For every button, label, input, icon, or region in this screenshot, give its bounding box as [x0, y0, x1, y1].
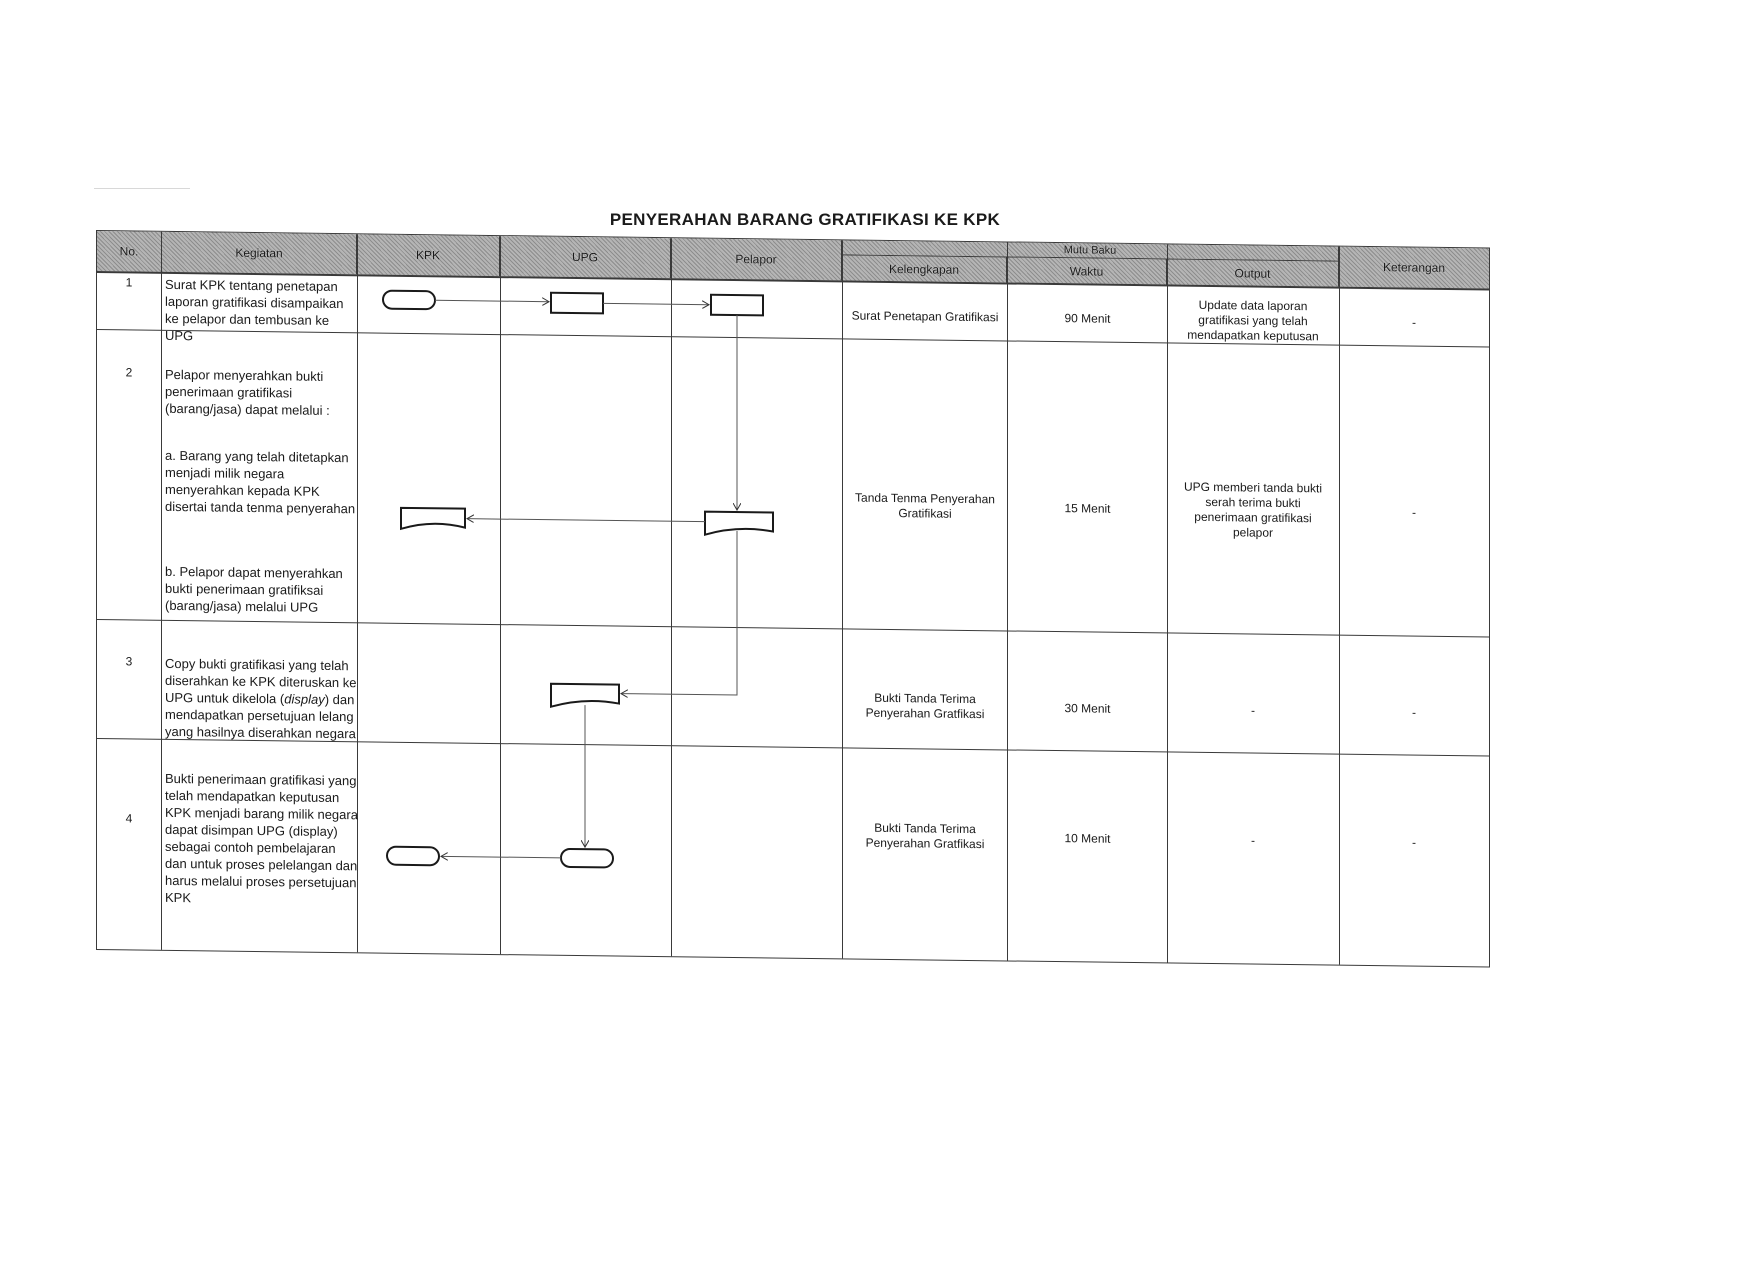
row-number: 2 [125, 365, 133, 380]
flowchart-overlay [97, 231, 1491, 969]
r3-upg-document-shape [551, 684, 619, 708]
output-cell: - [1251, 833, 1255, 848]
scan-artifact-line [94, 188, 190, 189]
sop-flow-table [96, 230, 1490, 968]
activity-text-part: ) dan mendapatkan persetujuan lelang yang hasilnya diserahkan negara [165, 691, 356, 742]
r1-kpk-start-terminator [383, 291, 435, 310]
row-number: 4 [125, 811, 133, 826]
header-output: Output [1167, 258, 1339, 286]
header-kpk: KPK [357, 234, 500, 276]
header-kegiatan: Kegiatan [162, 232, 357, 274]
keterangan-cell: - [1412, 505, 1416, 520]
flow-arrow [467, 519, 705, 522]
waktu-cell: 15 Menit [1064, 500, 1111, 516]
header-keterangan: Keterangan [1339, 247, 1489, 289]
header-upg: UPG [500, 236, 671, 278]
keterangan-cell: - [1412, 705, 1416, 720]
row-number: 1 [125, 275, 133, 290]
header-mutu-baku: Mutu Baku [842, 240, 1339, 260]
r2-kpk-document-shape [401, 508, 465, 530]
r4-kpk-end-terminator [387, 847, 439, 866]
flow-arrow [435, 300, 549, 301]
r4-upg-terminator [561, 849, 613, 868]
activity-text: Pelapor menyerahkan bukti penerimaan gratifikasi (barang/jasa) dapat melalui : [165, 366, 330, 418]
row-number: 3 [125, 654, 133, 669]
keterangan-cell: - [1412, 315, 1416, 330]
activity-text: Surat KPK tentang penetapan laporan gratifikasi disampaikan ke pelapor dan tembusan ke UPG [165, 276, 344, 344]
header-no: No. [97, 231, 162, 272]
flow-arrow [441, 856, 561, 858]
header-pelapor: Pelapor [671, 238, 842, 280]
header-waktu: Waktu [1007, 256, 1167, 284]
waktu-cell: 90 Menit [1064, 310, 1111, 326]
document-title: PENYERAHAN BARANG GRATIFIKASI KE KPK [609, 210, 1001, 229]
r2-pelapor-document-shape [705, 512, 773, 536]
activity-text: Bukti penerimaan gratifikasi yang telah mendapatkan keputusan KPK menjadi barang milik negara dapat disimpan UPG (display) sebagai contoh pembelajaran dan untuk proses pelelangan dan harus melalui proses persetujuan KPK [165, 770, 358, 906]
output-cell: - [1251, 703, 1255, 718]
kelengkapan-cell: Bukti Tanda Terima Penyerahan Gratfikasi [865, 820, 985, 852]
output-cell: Update data laporan gratifikasi yang telah mendapatkan keputusan [1187, 297, 1319, 343]
output-cell: UPG memberi tanda bukti serah terima bukti penerimaan gratifikasi pelapor [1183, 479, 1323, 540]
kelengkapan-cell: Tanda Tenma Penyerahan Gratifikasi [855, 490, 995, 521]
r1-pelapor-process-box [711, 295, 763, 316]
r1-upg-process-box [551, 293, 603, 314]
flow-arrow [603, 303, 709, 304]
activity-option-a: a. Barang yang telah ditetapkan menjadi milik negara menyerahkan kepada KPK disertai tanda tenma penyerahan [165, 447, 356, 517]
activity-text-part: Copy bukti gratifikasi yang telah diserahkan ke KPK diteruskan ke UPG untuk dikelola ( [165, 655, 357, 707]
waktu-cell: 30 Menit [1064, 700, 1111, 716]
header-kelengkapan: Kelengkapan [842, 254, 1007, 282]
waktu-cell: 10 Menit [1064, 830, 1111, 846]
flow-arrow [621, 530, 737, 695]
keterangan-cell: - [1412, 835, 1416, 850]
activity-option-b: b. Pelapor dapat menyerahkan bukti penerimaan gratifiksai (barang/jasa) melalui UPG [165, 563, 343, 615]
activity-text-italic: display [284, 691, 325, 707]
kelengkapan-cell: Surat Penetapan Gratifikasi [851, 307, 999, 324]
kelengkapan-cell: Bukti Tanda Terima Penyerahan Gratfikasi [865, 690, 985, 722]
